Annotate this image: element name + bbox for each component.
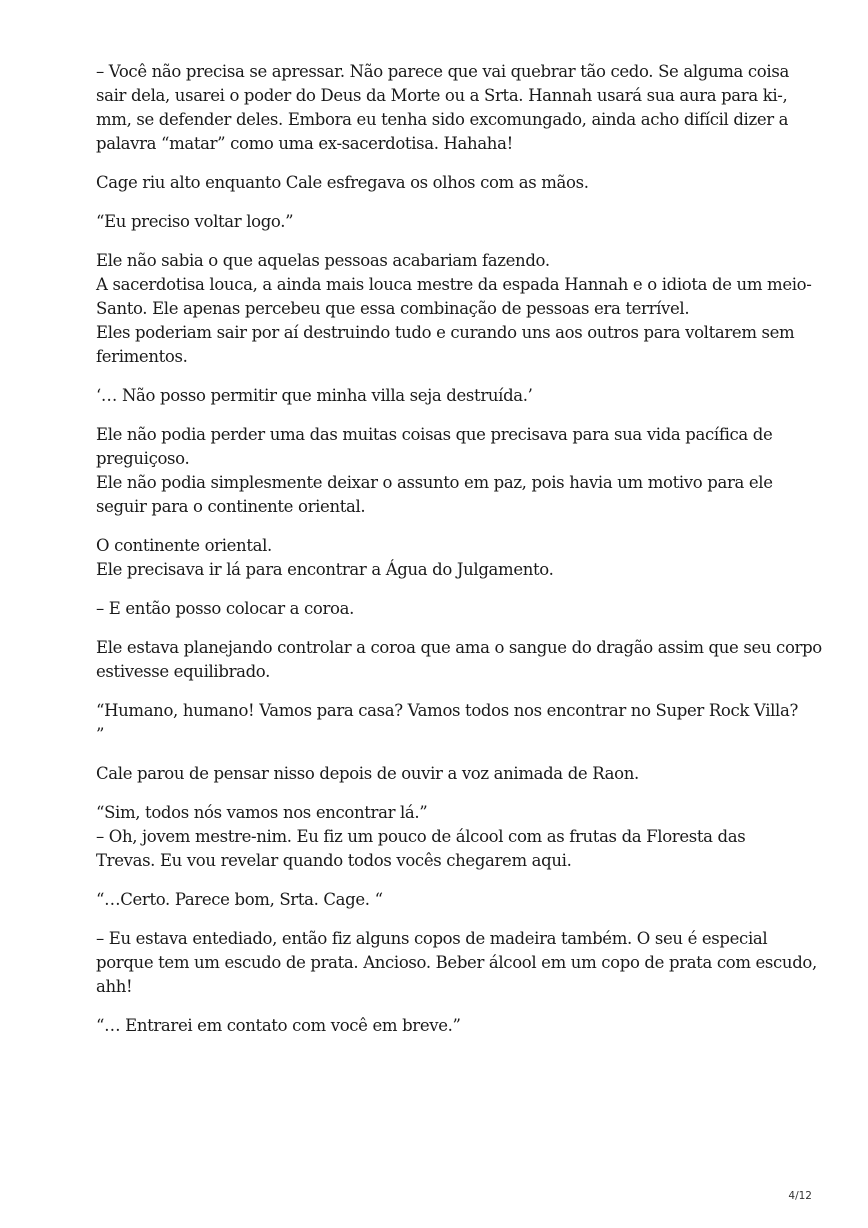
text-line: – E então posso colocar a coroa.: [96, 599, 354, 618]
paragraph: [96, 597, 796, 621]
text-line: “…Certo. Parece bom, Srta. Cage. “: [96, 890, 383, 909]
paragraph: [96, 801, 796, 873]
paragraph: [96, 699, 796, 747]
text-line: Ele não sabia o que aquelas pessoas acabariam fazendo.: [96, 251, 550, 270]
text-line: “Sim, todos nós vamos nos encontrar lá.”: [96, 803, 428, 822]
text-line: Ele não podia perder uma das muitas coisas que precisava para sua vida pacífica de: [96, 425, 773, 444]
text-line: – Eu estava entediado, então fiz alguns copos de madeira também. O seu é especial: [96, 929, 768, 948]
text-line: Trevas. Eu vou revelar quando todos vocês chegarem aqui.: [96, 851, 572, 870]
text-line: Ele não podia simplesmente deixar o assunto em paz, pois havia um motivo para ele: [96, 473, 773, 492]
text-line: ahh!: [96, 977, 133, 996]
text-line: Ele estava planejando controlar a coroa que ama o sangue do dragão assim que seu corpo: [96, 638, 822, 657]
text-line: ferimentos.: [96, 347, 188, 366]
text-line: porque tem um escudo de prata. Ancioso. Beber álcool em um copo de prata com escudo,: [96, 953, 817, 972]
text-line: sair dela, usarei o poder do Deus da Morte ou a Srta. Hannah usará sua aura para ki-,: [96, 86, 788, 105]
paragraph: [96, 171, 796, 195]
text-line: “… Entrarei em contato com você em breve.”: [96, 1016, 461, 1035]
text-line: “Eu preciso voltar logo.”: [96, 212, 294, 231]
paragraph: [96, 249, 812, 369]
paragraph: [96, 762, 796, 786]
text-line: Cage riu alto enquanto Cale esfregava os olhos com as mãos.: [96, 173, 589, 192]
text-line: Santo. Ele apenas percebeu que essa combinação de pessoas era terrível.: [96, 299, 690, 318]
text-line: mm, se defender deles. Embora eu tenha sido excomungado, ainda acho difícil dizer a: [96, 110, 789, 129]
text-line: estivesse equilibrado.: [96, 662, 270, 681]
document-body: [96, 60, 822, 1053]
page-number: 4/12: [788, 1190, 812, 1202]
text-line: ‘… Não posso permitir que minha villa seja destruída.’: [96, 386, 533, 405]
paragraph: [96, 210, 796, 234]
text-line: Ele precisava ir lá para encontrar a Água do Julgamento.: [96, 560, 554, 579]
paragraph: [96, 60, 796, 156]
paragraph: [96, 423, 796, 519]
text-line: Cale parou de pensar nisso depois de ouvir a voz animada de Raon.: [96, 764, 639, 783]
paragraph: [96, 888, 796, 912]
text-line: “Humano, humano! Vamos para casa? Vamos todos nos encontrar no Super Rock Villa?: [96, 701, 798, 720]
text-line: – Você não precisa se apressar. Não parece que vai quebrar tão cedo. Se alguma coisa: [96, 62, 789, 81]
paragraph: [96, 384, 796, 408]
text-line: A sacerdotisa louca, a ainda mais louca mestre da espada Hannah e o idiota de um meio-: [96, 275, 812, 294]
paragraph: [96, 636, 822, 684]
paragraph: [96, 1014, 796, 1038]
text-line: seguir para o continente oriental.: [96, 497, 366, 516]
text-line: O continente oriental.: [96, 536, 272, 555]
paragraph: [96, 534, 796, 582]
text-line: Eles poderiam sair por aí destruindo tudo e curando uns aos outros para voltarem sem: [96, 323, 795, 342]
paragraph: [96, 927, 817, 999]
text-line: preguiçoso.: [96, 449, 190, 468]
text-line: palavra “matar” como uma ex-sacerdotisa. Hahaha!: [96, 134, 513, 153]
text-line: – Oh, jovem mestre-nim. Eu fiz um pouco de álcool com as frutas da Floresta das: [96, 827, 746, 846]
text-line: ”: [96, 725, 105, 744]
